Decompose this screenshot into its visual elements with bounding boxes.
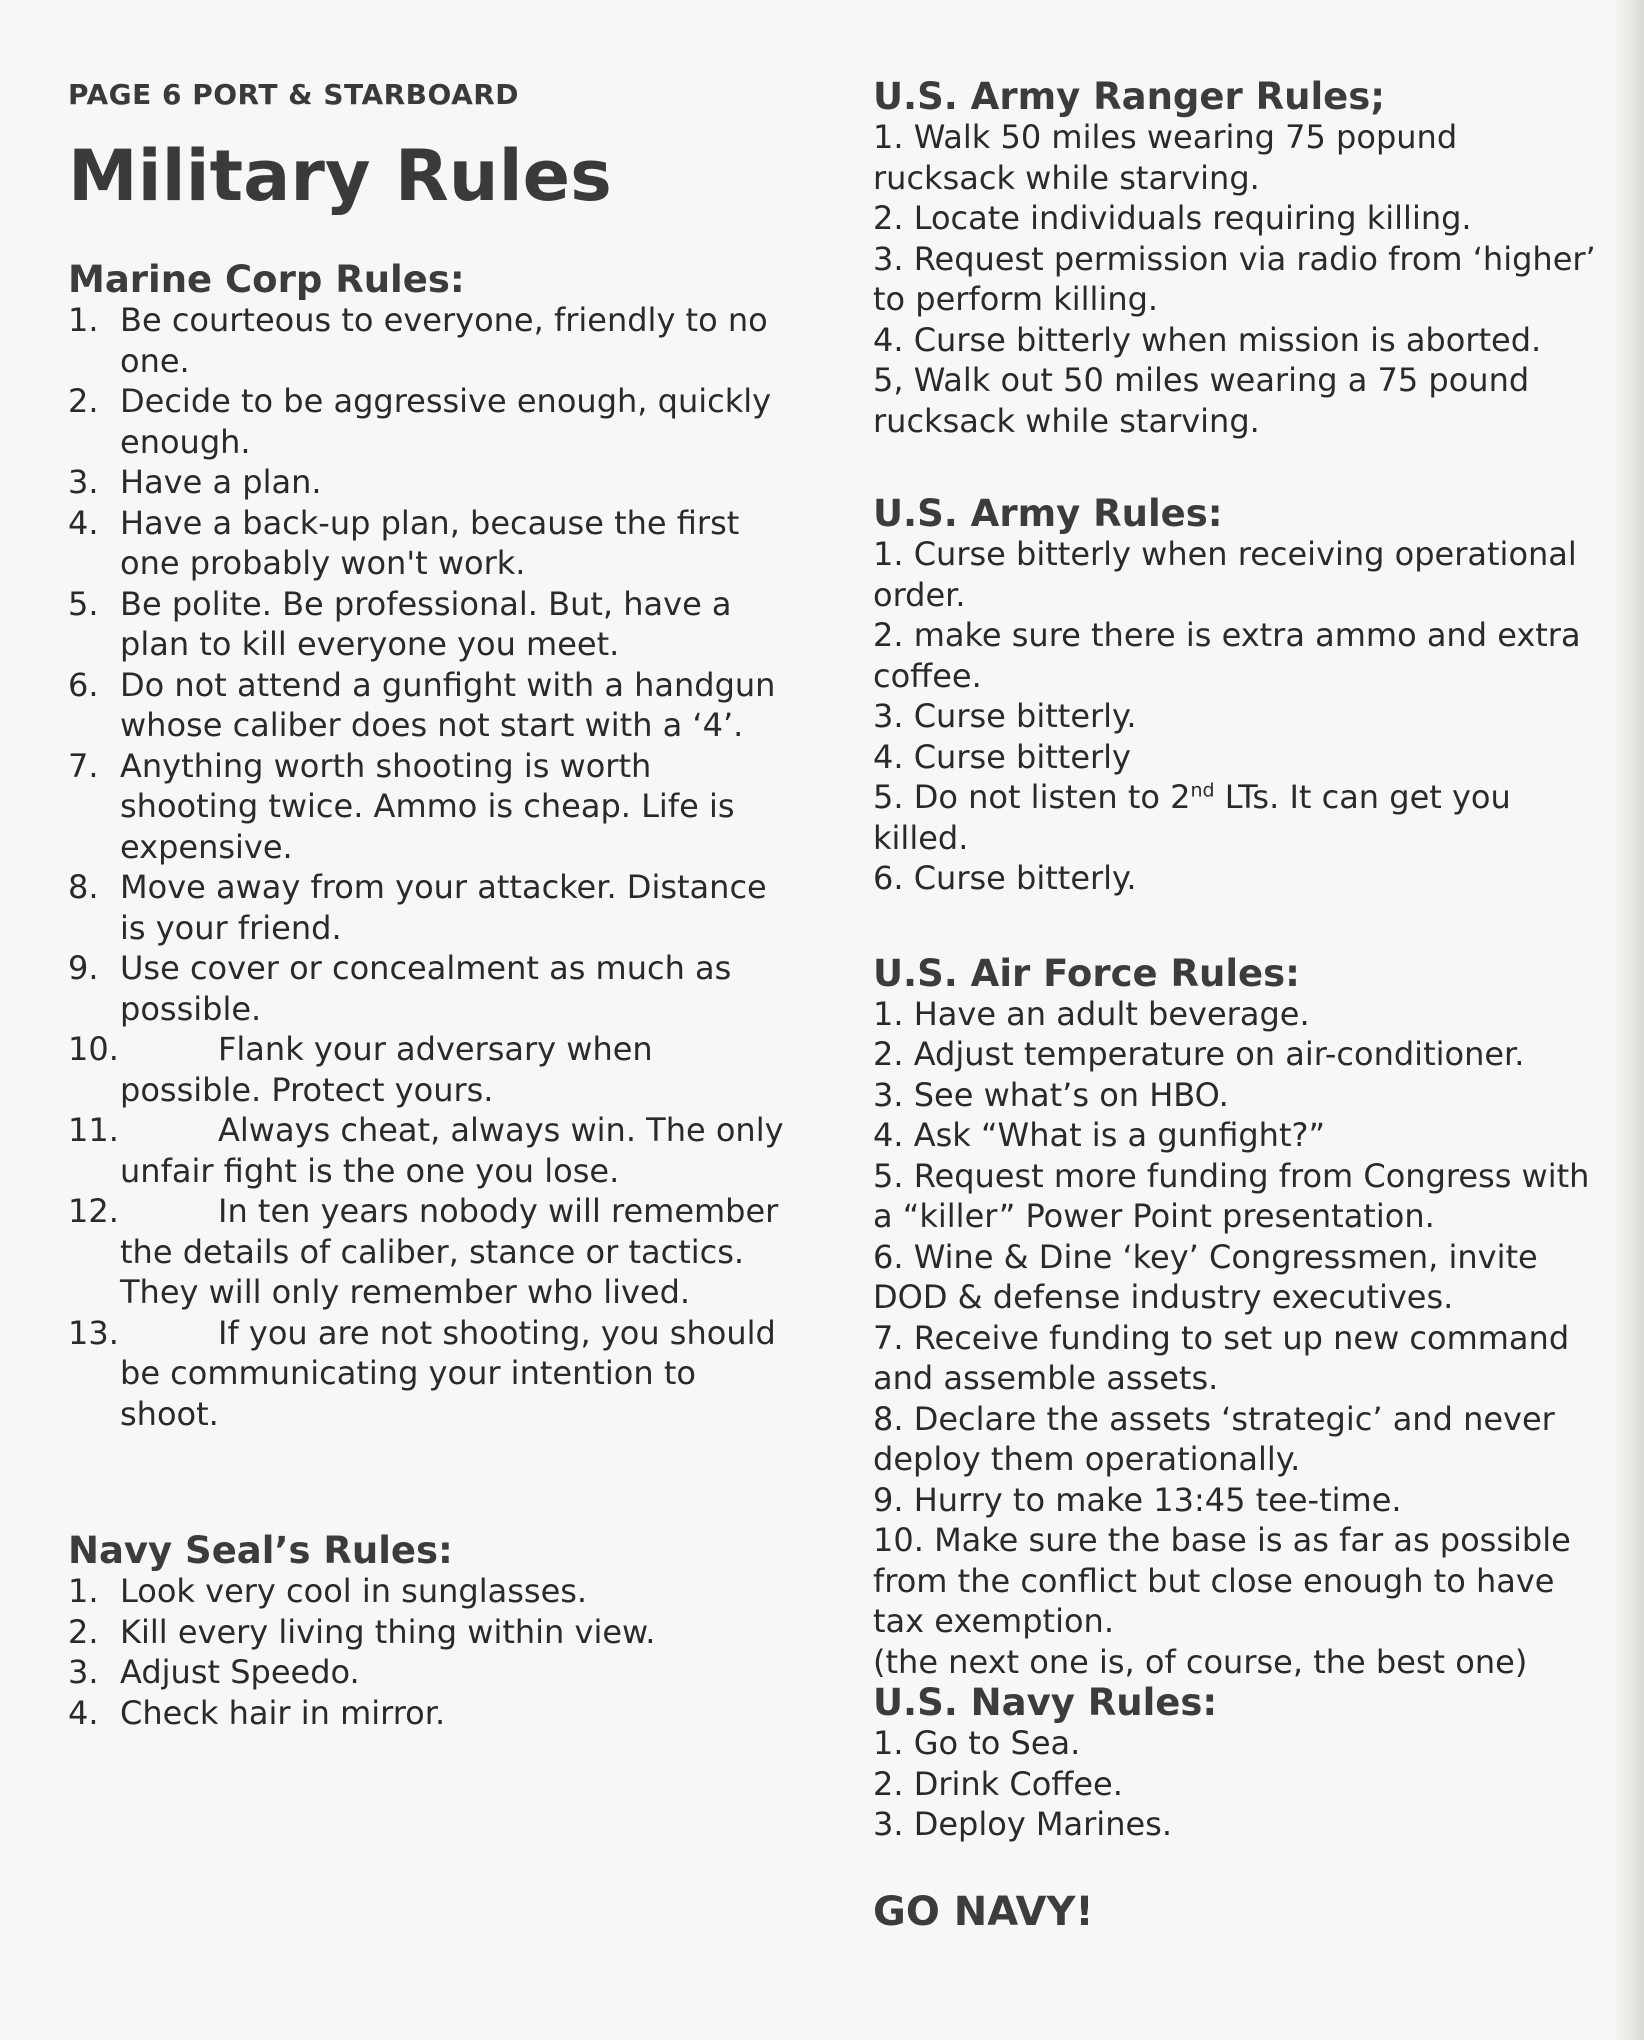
list-item: 3. Curse bitterly. (873, 697, 1137, 735)
list-item: 5. Request more funding from Congress with a “killer” Power Point presentation. (873, 1156, 1590, 1235)
army-ranger-rules-list (873, 117, 1603, 441)
list-item: 1. Go to Sea. (873, 1724, 1081, 1762)
list-item: 4. Ask “What is a gunfight?” (873, 1116, 1326, 1154)
list-item: 4. Curse bitterly (873, 737, 1131, 776)
army-ranger-rules-heading: U.S. Army Ranger Rules; (873, 75, 1386, 118)
page-title: Military Rules (68, 135, 612, 217)
list-item: 4. Have a back-up plan, because the first one probably won't work. (68, 503, 740, 582)
page-edge-shadow (1614, 0, 1644, 2040)
list-item: 2. make sure there is extra ammo and extra coffee. (873, 616, 1581, 695)
marine-rules-heading: Marine Corp Rules: (68, 258, 465, 301)
list-item: 7. Receive funding to set up new command and assemble assets. (873, 1318, 1570, 1397)
list-item: 3. Adjust Speedo. (68, 1653, 360, 1691)
list-item: 5. Be polite. Be professional. But, have a plan to kill everyone you meet. (68, 584, 732, 663)
list-item: 6. Wine & Dine ‘key’ Congressmen, invite DOD & defense industry executives. (873, 1237, 1538, 1316)
list-item: 6. Curse bitterly. (873, 859, 1137, 897)
list-item: 5, Walk out 50 miles wearing a 75 pound rucksack while starving. (873, 361, 1530, 440)
list-item: 1. Curse bitterly when receiving operational order. (873, 535, 1577, 614)
navy-rules-list (873, 1723, 1603, 1845)
list-item: 11. Always cheat, always win. The only unfair fight is the one you lose. (68, 1111, 784, 1190)
list-item: 9. Hurry to make 13:45 tee-time. (873, 1480, 1402, 1519)
list-item: 12. In ten years nobody will remember the details of caliber, stance or tactics. They will only remember who lived. (68, 1192, 779, 1311)
navy-seal-rules-list (68, 1571, 788, 1733)
list-item: 1. Look very cool in sunglasses. (68, 1572, 588, 1610)
list-item: 13. If you are not shooting, you should be communicating your intention to shoot. (68, 1313, 776, 1433)
list-item: 3. Request permission via radio from ‘higher’ to perform killing. (873, 239, 1596, 318)
list-item: 10. Flank your adversary when possible. Protect yours. (68, 1030, 653, 1109)
list-item: 2. Locate individuals requiring killing. (873, 199, 1472, 237)
list-item: 6. Do not attend a gunfight with a handgun whose caliber does not start with a ‘4’. (68, 665, 776, 744)
marine-rules-list (68, 300, 788, 1434)
list-item: 3. See what’s on HBO. (873, 1075, 1229, 1114)
list-item: 9. Use cover or concealment as much as possible. (68, 949, 732, 1028)
list-item: 1. Have an adult beverage. (873, 994, 1310, 1033)
air-force-rules-heading: U.S. Air Force Rules: (873, 951, 1300, 995)
list-item: 8. Declare the assets ‘strategic’ and never deploy them operationally. (873, 1399, 1555, 1478)
closing-slogan: GO NAVY! (873, 1888, 1094, 1935)
list-item: 7. Anything worth shooting is worth shooting twice. Ammo is cheap. Life is expensive. (68, 746, 735, 866)
page-label: PAGE 6 PORT & STARBOARD (68, 78, 520, 111)
list-item: 4. Curse bitterly when mission is aborted. (873, 320, 1542, 359)
list-item: 5. Do not listen to 2nd LTs. It can get you killed. (873, 778, 1511, 857)
list-item: 2. Adjust temperature on air-conditioner. (873, 1035, 1525, 1073)
navy-rules-heading: U.S. Navy Rules: (873, 1681, 1218, 1724)
list-item: 4. Check hair in mirror. (68, 1693, 446, 1732)
list-item: 3. Have a plan. (68, 463, 322, 501)
list-item: 2. Drink Coffee. (873, 1764, 1123, 1803)
air-force-rules-list (873, 994, 1603, 1683)
right-column (873, 76, 1603, 1935)
list-item: 10. Make sure the base is as far as possible from the conflict but close enough to have tax exemption. (873, 1521, 1571, 1640)
army-rules-heading: U.S. Army Rules: (873, 492, 1223, 535)
list-item: 8. Move away from your attacker. Distance is your friend. (68, 868, 767, 947)
list-item: 1. Be courteous to everyone, friendly to no one. (68, 301, 768, 380)
list-item: 2. Decide to be aggressive enough, quickly enough. (68, 382, 772, 461)
army-rules-list (873, 534, 1603, 899)
list-item: (the next one is, of course, the best one) (873, 1642, 1528, 1681)
list-item: 3. Deploy Marines. (873, 1805, 1172, 1843)
list-item: 2. Kill every living thing within view. (68, 1612, 656, 1651)
navy-seal-rules-heading: Navy Seal’s Rules: (68, 1529, 453, 1572)
left-column (68, 78, 788, 1733)
list-item: 1. Walk 50 miles wearing 75 popund rucksack while starving. (873, 118, 1458, 197)
